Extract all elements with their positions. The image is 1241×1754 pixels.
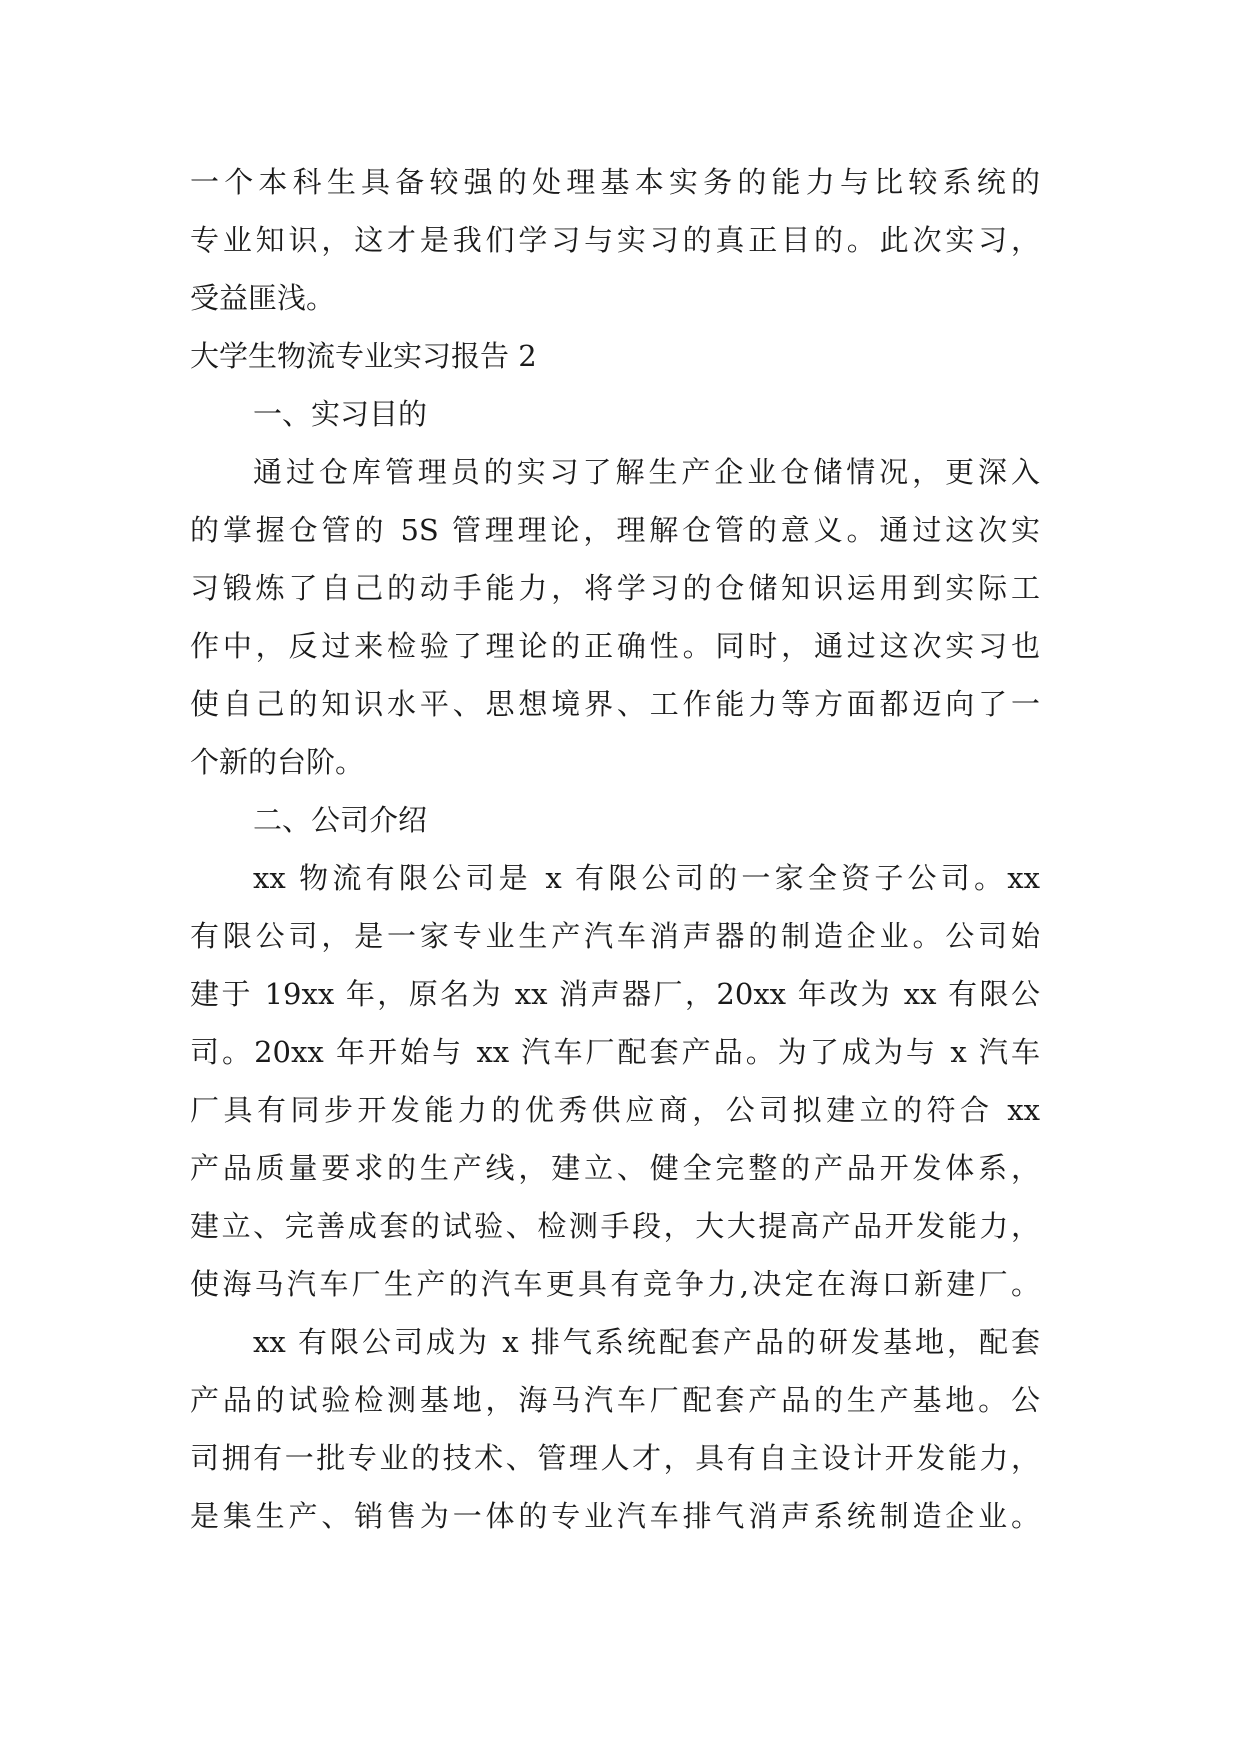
- body-text-line: 司拥有一批专业的技术、管理人才，具有自主设计开发能力，: [190, 1441, 1040, 1475]
- body-text-line: 通过仓库管理员的实习了解生产企业仓储情况，更深入: [253, 455, 1040, 489]
- body-text-line: 使自己的知识水平、思想境界、工作能力等方面都迈向了一: [190, 687, 1040, 721]
- body-text-line: 产品质量要求的生产线，建立、健全完整的产品开发体系，: [190, 1151, 1040, 1185]
- body-text-line: 有限公司，是一家专业生产汽车消声器的制造企业。公司始: [190, 919, 1040, 953]
- body-text-line: 一个本科生具备较强的处理基本实务的能力与比较系统的: [190, 165, 1040, 199]
- body-text-line: 司。20xx 年开始与 xx 汽车厂配套产品。为了成为与 x 汽车: [190, 1035, 1040, 1069]
- body-text-line: 产品的试验检测基地，海马汽车厂配套产品的生产基地。公: [190, 1383, 1040, 1417]
- body-text-line: 是集生产、销售为一体的专业汽车排气消声系统制造企业。: [190, 1499, 1040, 1533]
- body-text-line: 使海马汽车厂生产的汽车更具有竞争力,决定在海口新建厂。: [190, 1267, 1040, 1301]
- body-text-line: 厂具有同步开发能力的优秀供应商，公司拟建立的符合 xx: [190, 1093, 1040, 1127]
- section-heading: 一、实习目的: [253, 397, 428, 431]
- body-text-line: 习锻炼了自己的动手能力，将学习的仓储知识运用到实际工: [190, 571, 1040, 605]
- section-heading: 二、公司介绍: [253, 803, 428, 837]
- body-text-line: 建于 19xx 年，原名为 xx 消声器厂，20xx 年改为 xx 有限公: [190, 977, 1040, 1011]
- section-title: 大学生物流专业实习报告 2: [190, 339, 537, 373]
- body-text-line: 作中，反过来检验了理论的正确性。同时，通过这次实习也: [190, 629, 1040, 663]
- body-text-line: 建立、完善成套的试验、检测手段，大大提高产品开发能力，: [190, 1209, 1040, 1243]
- body-text-line: xx 物流有限公司是 x 有限公司的一家全资子公司。xx: [253, 861, 1040, 895]
- body-text-line: 专业知识，这才是我们学习与实习的真正目的。此次实习，: [190, 223, 1040, 257]
- body-text-line: 的掌握仓管的 5S 管理理论，理解仓管的意义。通过这次实: [190, 513, 1040, 547]
- body-text-line: 个新的台阶。: [190, 745, 365, 779]
- body-text-line: 受益匪浅。: [190, 281, 336, 315]
- body-text-line: xx 有限公司成为 x 排气系统配套产品的研发基地，配套: [253, 1325, 1040, 1359]
